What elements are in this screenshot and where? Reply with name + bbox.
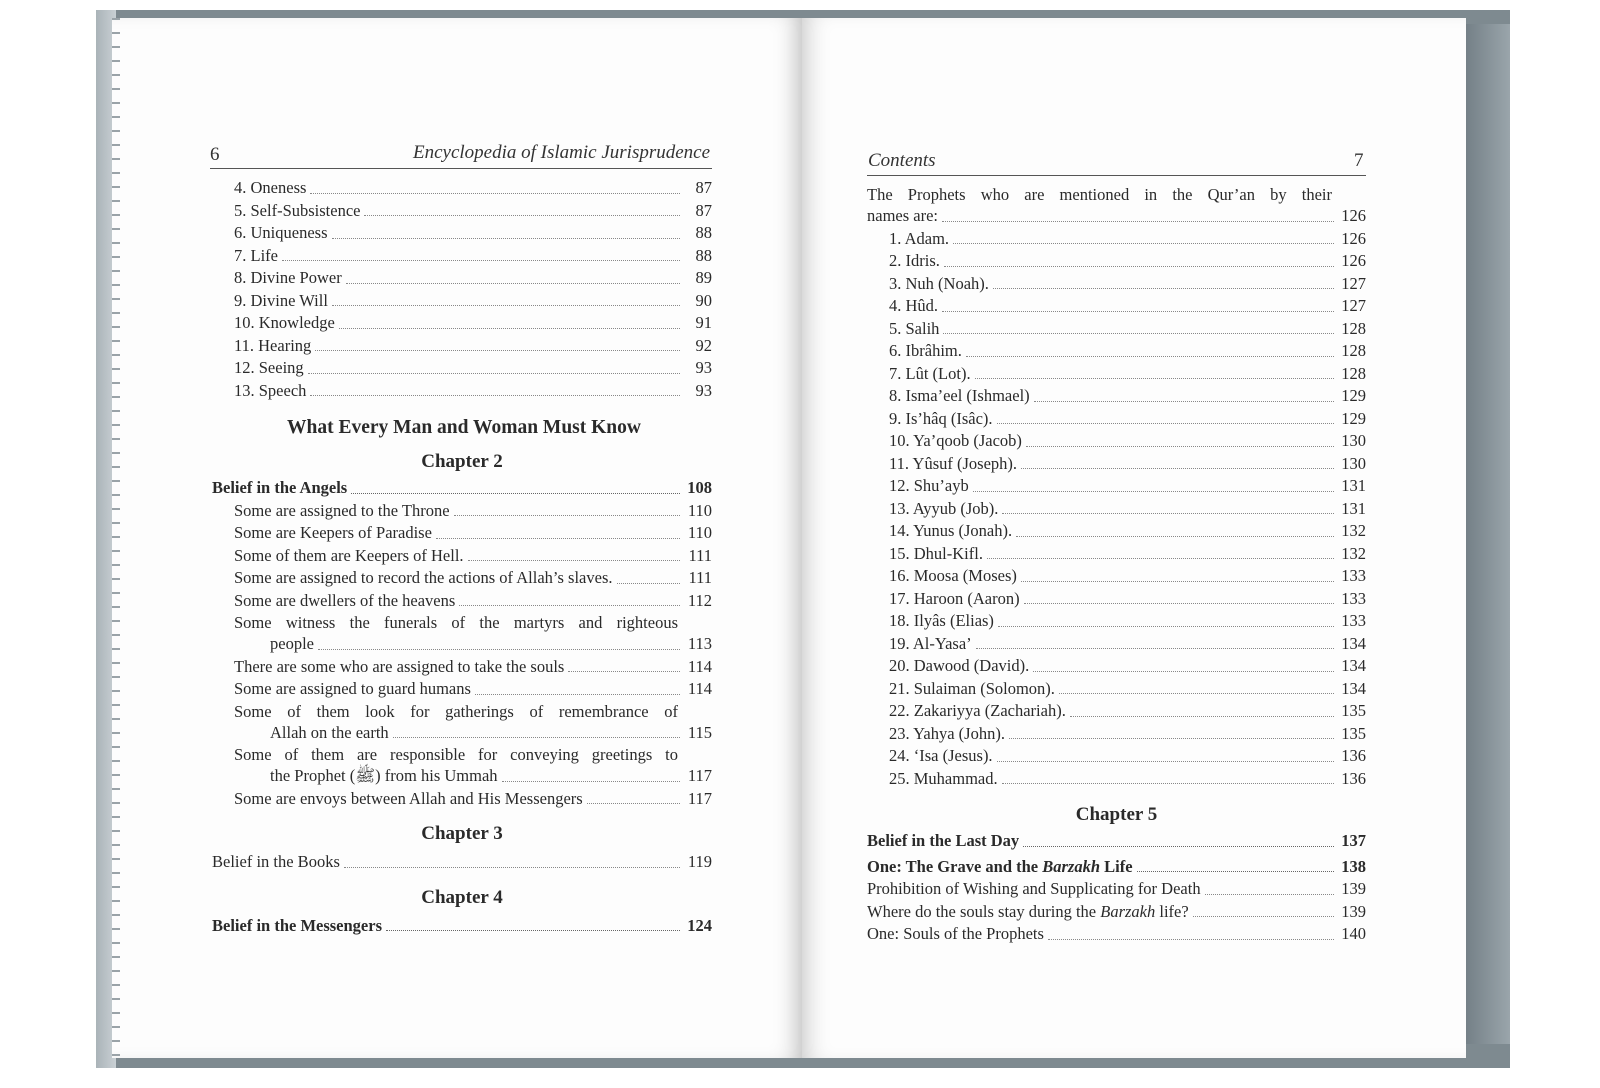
leader-dots (310, 193, 680, 194)
toc-entry-title: 3. Nuh (Noah). (889, 273, 989, 293)
left-toc (212, 177, 712, 937)
toc-entry-title: 20. Dawood (David). (889, 656, 1030, 675)
toc-entry (867, 430, 1366, 453)
leader-dots (344, 867, 680, 868)
toc-entry-title: 19. Al-Yasa’ (889, 633, 972, 653)
book-cover-right-edge (1460, 24, 1510, 1044)
toc-entry (867, 295, 1366, 318)
toc-page-number: 114 (687, 656, 712, 676)
toc-entry-title: 17. Haroon (Aaron) (889, 588, 1020, 608)
toc-entry (867, 923, 1366, 946)
toc-entry (212, 656, 712, 679)
toc-entry (867, 318, 1366, 341)
leader-dots (1048, 939, 1334, 940)
toc-page-number: 111 (688, 545, 712, 565)
toc-entry-line-1: Some of them are responsible for conveying greetings to (234, 745, 678, 764)
right-toc (867, 184, 1366, 946)
toc-entry-line-1: Some witness the funerals of the martyrs and righteous (234, 613, 678, 632)
chapter-2-entries-b (212, 656, 712, 701)
toc-entry-text: Life (1100, 856, 1133, 876)
toc-wrapped-entry (867, 184, 1366, 228)
toc-entry (867, 498, 1366, 521)
toc-page-number: 131 (1341, 476, 1366, 495)
toc-entry (212, 380, 712, 403)
toc-page-number: 128 (1341, 341, 1366, 360)
toc-page-number: 117 (687, 766, 712, 785)
left-header-rule (210, 168, 712, 169)
toc-entry (867, 273, 1366, 296)
leader-dots (1023, 846, 1334, 847)
toc-entry-title: people (270, 634, 314, 653)
toc-page-number: 134 (1341, 678, 1366, 698)
section-title: What Every Man and Woman Must Know (287, 417, 641, 438)
toc-entry (867, 856, 1366, 879)
leader-dots (315, 350, 680, 351)
leader-dots (454, 515, 680, 516)
right-header-rule (867, 175, 1366, 176)
toc-entry (867, 745, 1366, 768)
toc-entry-line-2 (234, 633, 712, 656)
toc-page-number: 112 (687, 590, 712, 610)
leader-dots (942, 311, 1334, 312)
toc-page-number: 130 (1341, 431, 1366, 450)
toc-entry (867, 655, 1366, 678)
toc-entry (867, 363, 1366, 386)
leader-dots (1021, 468, 1334, 469)
toc-page-number: 132 (1341, 521, 1366, 540)
toc-entry-title: 10. Knowledge (234, 313, 335, 332)
toc-entry (212, 177, 712, 200)
leader-dots (346, 283, 680, 284)
leader-dots (966, 356, 1334, 357)
toc-entry-title: 23. Yahya (John). (889, 723, 1005, 743)
leader-dots (1034, 401, 1334, 402)
toc-entry (867, 723, 1366, 746)
leader-dots (351, 493, 680, 494)
toc-wrapped-entry (212, 701, 712, 745)
toc-entry-text: life? (1155, 901, 1189, 921)
toc-entry-title: There are some who are assigned to take the souls (234, 656, 565, 676)
toc-entry-title: 15. Dhul-Kifl. (889, 543, 983, 563)
toc-entry-line-2 (234, 765, 712, 788)
toc-entry-title: 4. Hûd. (889, 296, 939, 315)
left-running-head: Encyclopedia of Islamic Jurisprudence (413, 142, 711, 163)
toc-page-number: 124 (687, 915, 712, 935)
toc-entry-title: 6. Ibrâhim. (889, 341, 962, 360)
toc-entry-title: 21. Sulaiman (Solomon). (889, 678, 1055, 698)
leader-dots (1026, 446, 1334, 447)
toc-page-number: 92 (695, 335, 712, 355)
leader-dots (386, 930, 680, 931)
leader-dots (502, 781, 680, 782)
toc-entry (867, 700, 1366, 723)
toc-entry (212, 290, 712, 313)
toc-page-number: 129 (1341, 408, 1366, 428)
right-end-entries (867, 878, 1366, 901)
leader-dots (1205, 894, 1334, 895)
chapter-2-heading: Chapter 2 (421, 451, 503, 472)
toc-entry-line-1: The Prophets who are mentioned in the Qur’an by their (867, 185, 1332, 204)
toc-entry (212, 200, 712, 223)
leader-dots (1002, 783, 1334, 784)
toc-page-number: 110 (687, 523, 712, 542)
leader-dots (998, 626, 1334, 627)
toc-entry-text: Where do the souls stay during the (867, 901, 1101, 921)
toc-entry (212, 788, 712, 811)
leader-dots (997, 761, 1334, 762)
toc-page-number: 139 (1341, 879, 1366, 898)
toc-entry-title: Some are assigned to guard humans (234, 679, 471, 698)
toc-entry-text: One: The Grave and the (867, 856, 1043, 876)
leader-dots (332, 238, 681, 239)
leader-dots (973, 491, 1334, 492)
toc-entry-title: 22. Zakariyya (Zachariah). (889, 701, 1066, 720)
toc-entry-title: 13. Ayyub (Job). (889, 498, 999, 518)
prophets-list (867, 228, 1366, 791)
toc-page-number: 87 (695, 200, 712, 220)
toc-entry (867, 475, 1366, 498)
toc-entry-line-2 (234, 722, 712, 745)
toc-entry-title: 7. Lût (Lot). (889, 363, 971, 383)
toc-entry-title: 9. Divine Will (234, 290, 328, 310)
leader-dots (1059, 693, 1334, 694)
toc-entry-title: 16. Moosa (Moses) (889, 566, 1017, 585)
toc-entry-line-2 (867, 205, 1366, 228)
toc-entry-title: 12. Seeing (234, 358, 304, 377)
toc-entry (867, 565, 1366, 588)
toc-entry (212, 222, 712, 245)
toc-entry-title: 13. Speech (234, 380, 307, 400)
chapter-2-title-row (212, 477, 712, 500)
toc-page-number: 136 (1341, 746, 1366, 765)
toc-entry-title: Some are Keepers of Paradise (234, 523, 432, 542)
chapter-2-entries (212, 500, 712, 613)
toc-page-number: 132 (1341, 543, 1366, 563)
leader-dots (587, 803, 680, 804)
toc-entry (212, 522, 712, 545)
leader-dots (318, 649, 680, 650)
toc-entry (212, 267, 712, 290)
toc-entry (867, 228, 1366, 251)
toc-page-number: 110 (687, 500, 712, 520)
toc-entry (212, 678, 712, 701)
leader-dots (568, 671, 680, 672)
toc-page-number: 111 (688, 568, 712, 587)
toc-entry (212, 357, 712, 380)
toc-entry-title: One: Souls of the Prophets (867, 924, 1044, 943)
toc-entry-title: 25. Muhammad. (889, 768, 998, 788)
leader-dots (1193, 916, 1334, 917)
toc-entry-title: 11. Hearing (234, 335, 312, 355)
toc-entry-title: the Prophet (ﷺ) from his Ummah (270, 766, 498, 785)
toc-entry (867, 520, 1366, 543)
toc-entry (212, 545, 712, 568)
toc-page-number: 126 (1341, 206, 1366, 225)
leader-dots (339, 328, 680, 329)
toc-page-number: 136 (1341, 768, 1366, 788)
toc-entry-italic-text: Barzakh (1042, 856, 1101, 876)
toc-entry-title: 11. Yûsuf (Joseph). (889, 453, 1018, 473)
leader-dots (944, 266, 1334, 267)
toc-page-number: 93 (695, 380, 712, 400)
toc-entry-title: 2. Idris. (889, 251, 940, 270)
leader-dots (1137, 871, 1334, 872)
leader-dots (436, 538, 680, 539)
toc-page-number: 129 (1341, 386, 1366, 405)
toc-page-number: 119 (687, 852, 712, 871)
chapter-4-heading: Chapter 4 (421, 886, 503, 908)
toc-entry-italic-text: Barzakh (1100, 901, 1156, 921)
leader-dots (475, 694, 680, 695)
left-page-number: 6 (210, 144, 220, 165)
toc-entry-title: 1. Adam. (889, 228, 950, 248)
toc-entry-line-1: Some of them look for gatherings of remembrance of (234, 701, 678, 721)
toc-entry-title: 8. Isma’eel (Ishmael) (889, 386, 1030, 405)
leader-dots (1009, 738, 1334, 739)
toc-page-number: 88 (695, 223, 712, 242)
leader-dots (953, 243, 1334, 244)
toc-entry-title: Some of them are Keepers of Hell. (234, 545, 464, 565)
leader-dots (332, 305, 680, 306)
leader-dots (393, 737, 680, 738)
leader-dots (987, 558, 1334, 559)
leader-dots (1002, 513, 1334, 514)
toc-page-number: 133 (1341, 611, 1366, 630)
toc-page-number: 133 (1341, 588, 1366, 608)
toc-entry-title: Some are envoys between Allah and His Messengers (234, 788, 583, 808)
toc-entry-title: 6. Uniqueness (234, 223, 328, 242)
toc-entry (212, 915, 712, 938)
toc-page-number: 138 (1341, 856, 1366, 876)
toc-page-number: 139 (1341, 901, 1366, 921)
leader-dots (617, 583, 681, 584)
toc-entry-title: Allah on the earth (270, 722, 389, 742)
leader-dots (1024, 603, 1334, 604)
left-toc-top-entries (212, 177, 712, 402)
toc-entry (867, 453, 1366, 476)
toc-entry (867, 878, 1366, 901)
toc-entry (867, 250, 1366, 273)
leader-dots (282, 260, 680, 261)
toc-page-number: 140 (1341, 924, 1366, 943)
toc-page-number: 89 (695, 268, 712, 287)
leader-dots (364, 215, 680, 216)
toc-entry (867, 408, 1366, 431)
toc-entry (212, 567, 712, 590)
toc-page-number: 115 (687, 722, 712, 742)
leader-dots (942, 221, 1334, 222)
toc-page-number: 128 (1341, 363, 1366, 383)
toc-entry (867, 340, 1366, 363)
toc-wrapped-entry (212, 612, 712, 656)
right-running-head: Contents (868, 150, 936, 171)
leader-dots (976, 648, 1334, 649)
chapter-3-heading: Chapter 3 (421, 823, 503, 844)
toc-entry-title: 12. Shu’ayb (889, 476, 969, 495)
toc-page-number: 93 (695, 358, 712, 377)
toc-entry-title: 24. ‘Isa (Jesus). (889, 746, 993, 765)
toc-entry-title: 5. Self-Subsistence (234, 200, 361, 220)
toc-entry-title: 7. Life (234, 245, 278, 265)
toc-page-number: 90 (695, 290, 712, 310)
toc-page-number: 114 (687, 679, 712, 698)
toc-entry (212, 335, 712, 358)
toc-entry-title: 8. Divine Power (234, 268, 342, 287)
leader-dots (1070, 716, 1334, 717)
leader-dots (975, 378, 1334, 379)
toc-page-number: 126 (1341, 228, 1366, 248)
toc-entry-title (867, 901, 1189, 924)
toc-entry (867, 610, 1366, 633)
toc-page-number: 126 (1341, 251, 1366, 270)
toc-page-number: 135 (1341, 723, 1366, 743)
right-page-number: 7 (1354, 150, 1364, 171)
toc-entry-title: Belief in the Last Day (867, 831, 1020, 850)
toc-entry (212, 245, 712, 268)
toc-entry-title: Prohibition of Wishing and Supplicating for Death (867, 879, 1201, 898)
toc-entry-title: Some are assigned to the Throne (234, 500, 450, 520)
leader-dots (308, 373, 680, 374)
toc-page-number: 91 (695, 313, 712, 332)
toc-entry (867, 633, 1366, 656)
leader-dots (997, 423, 1334, 424)
toc-page-number: 134 (1341, 633, 1366, 653)
chapter-5-title-row (867, 830, 1366, 853)
toc-page-number: 113 (687, 634, 712, 653)
toc-entry-title: 10. Ya’qoob (Jacob) (889, 431, 1022, 450)
toc-page-number: 108 (687, 478, 712, 497)
toc-page-number: 88 (695, 245, 712, 265)
toc-entry-title: Belief in the Messengers (212, 915, 383, 935)
toc-entry-title: Belief in the Books (212, 852, 340, 871)
toc-entry (212, 312, 712, 335)
binding-holes (112, 18, 120, 1058)
toc-page-number: 130 (1341, 453, 1366, 473)
toc-page-number: 134 (1341, 656, 1366, 675)
toc-page-number: 117 (687, 788, 712, 808)
toc-page-number: 128 (1341, 318, 1366, 338)
leader-dots (468, 560, 680, 561)
toc-page-number: 127 (1341, 296, 1366, 315)
toc-page-number: 137 (1341, 831, 1366, 850)
leader-dots (943, 333, 1334, 334)
leader-dots (1033, 671, 1334, 672)
toc-entry (867, 385, 1366, 408)
toc-entry (212, 590, 712, 613)
toc-page-number: 127 (1341, 273, 1366, 293)
toc-entry-title: 14. Yunus (Jonah). (889, 521, 1013, 540)
toc-entry (867, 543, 1366, 566)
toc-entry (867, 588, 1366, 611)
toc-entry-title: 5. Salih (889, 318, 940, 338)
toc-entry-title: Belief in the Angels (212, 478, 348, 497)
toc-entry (212, 851, 712, 874)
toc-page-number: 133 (1341, 566, 1366, 585)
leader-dots (459, 605, 680, 606)
toc-entry (867, 678, 1366, 701)
toc-page-number: 131 (1341, 498, 1366, 518)
toc-entry-title: Some are dwellers of the heavens (234, 590, 456, 610)
toc-wrapped-entry (212, 744, 712, 788)
chapter-5-heading: Chapter 5 (1075, 804, 1158, 825)
toc-entry-title: names are: (867, 206, 939, 225)
toc-entry-title: 18. Ilyâs (Elias) (889, 611, 994, 630)
leader-dots (310, 395, 680, 396)
toc-entry-title: 4. Oneness (234, 178, 307, 197)
toc-entry-title (867, 856, 1133, 879)
toc-entry (867, 901, 1366, 924)
toc-entry (212, 500, 712, 523)
toc-entry-title: 9. Is’hâq (Isâc). (889, 408, 993, 428)
leader-dots (1016, 536, 1334, 537)
toc-entry-title: Some are assigned to record the actions of Allah’s slaves. (234, 568, 613, 587)
toc-page-number: 87 (695, 178, 712, 197)
leader-dots (1021, 581, 1334, 582)
toc-page-number: 135 (1341, 701, 1366, 720)
leader-dots (993, 288, 1334, 289)
toc-entry (867, 768, 1366, 791)
